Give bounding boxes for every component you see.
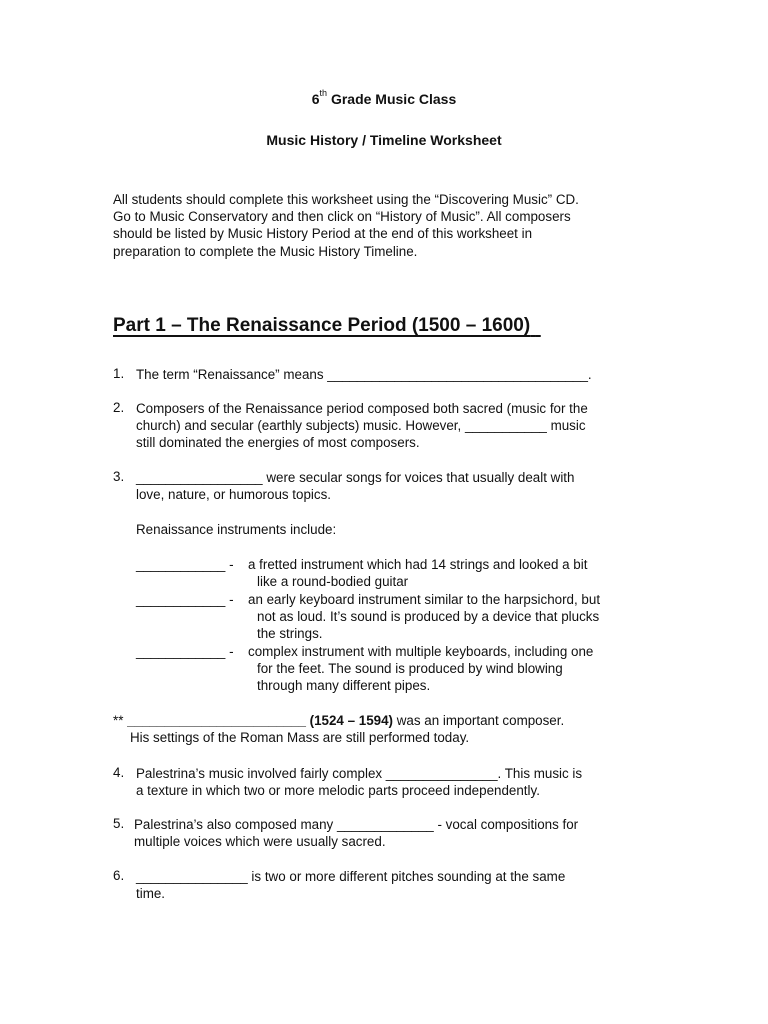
instrument-description bbox=[248, 643, 593, 695]
question-number: 6. bbox=[113, 868, 125, 883]
question-number: 4. bbox=[113, 765, 125, 780]
composer-blank-dates: ________________________ (1524 – 1594) bbox=[127, 713, 394, 728]
question-line: _________________ were secular songs for voices that usually dealt with bbox=[136, 470, 575, 485]
composer-note-rest: was an important composer. bbox=[393, 713, 565, 728]
grade-suffix: th bbox=[319, 88, 328, 98]
intro-line: should be listed by Music History Period at the end of this worksheet in bbox=[113, 226, 533, 242]
description-line: complex instrument with multiple keyboards, including one bbox=[248, 644, 594, 659]
description-line: the strings. bbox=[257, 626, 323, 642]
part-1-title-text: Part 1 – The Renaissance Period (1500 – 1600) bbox=[113, 315, 531, 336]
instrument-description bbox=[248, 591, 600, 643]
worksheet-title: Music History / Timeline Worksheet bbox=[266, 132, 502, 148]
grade-rest: Grade Music Class bbox=[327, 91, 457, 107]
question-number: 3. bbox=[113, 469, 125, 484]
question-2-text bbox=[136, 400, 588, 452]
instrument-blank: ____________ - bbox=[136, 592, 234, 607]
description-line: for the feet. The sound is produced by wind blowing bbox=[257, 661, 563, 677]
part-1-title bbox=[113, 315, 541, 337]
question-1-text bbox=[136, 366, 592, 383]
question-number: 1. bbox=[113, 366, 125, 381]
description-line: a fretted instrument which had 14 strings and looked a bit bbox=[248, 557, 588, 572]
question-line: love, nature, or humorous topics. bbox=[136, 487, 332, 503]
instruments-intro: Renaissance instruments include: bbox=[136, 522, 337, 537]
composer-note bbox=[113, 712, 564, 746]
composer-note-line2: His settings of the Roman Mass are still performed today. bbox=[130, 730, 470, 746]
grade-number: 6 bbox=[311, 91, 320, 107]
question-line: Palestrina’s music involved fairly complex _______________. This music is bbox=[136, 766, 583, 781]
question-line: Palestrina’s also composed many _____________ - vocal compositions for bbox=[134, 817, 579, 832]
question-number: 2. bbox=[113, 400, 125, 415]
question-line: Composers of the Renaissance period composed both sacred (music for the bbox=[136, 401, 588, 416]
question-number: 5. bbox=[113, 816, 125, 831]
question-line: The term “Renaissance” means ___________________________________. bbox=[136, 367, 592, 382]
class-title bbox=[0, 88, 768, 107]
description-line: through many different pipes. bbox=[257, 678, 431, 694]
question-line: _______________ is two or more different pitches sounding at the same bbox=[136, 869, 566, 884]
description-line: not as loud. It’s sound is produced by a device that plucks bbox=[257, 609, 600, 625]
question-5-text bbox=[134, 816, 578, 850]
question-6-text bbox=[136, 868, 565, 902]
instrument-description bbox=[248, 556, 587, 590]
description-line: like a round-bodied guitar bbox=[257, 574, 409, 590]
instrument-blank: ____________ - bbox=[136, 644, 234, 659]
question-line: a texture in which two or more melodic parts proceed independently. bbox=[136, 783, 540, 799]
question-line: multiple voices which were usually sacred. bbox=[134, 834, 386, 850]
intro-line: Go to Music Conservatory and then click on “History of Music”. All composers bbox=[113, 209, 571, 225]
question-3-text bbox=[136, 469, 574, 503]
question-line: still dominated the energies of most composers. bbox=[136, 435, 420, 451]
question-line: church) and secular (earthly subjects) music. However, ___________ music bbox=[136, 418, 586, 434]
description-line: an early keyboard instrument similar to the harpsichord, but bbox=[248, 592, 601, 607]
question-4-text bbox=[136, 765, 582, 799]
intro-line: All students should complete this worksheet using the “Discovering Music” CD. bbox=[113, 192, 579, 207]
composer-note-stars: ** bbox=[113, 713, 124, 728]
question-line: time. bbox=[136, 886, 166, 902]
instrument-blank: ____________ - bbox=[136, 557, 234, 572]
intro-line: preparation to complete the Music History Timeline. bbox=[113, 243, 418, 259]
intro-paragraph bbox=[113, 191, 579, 260]
